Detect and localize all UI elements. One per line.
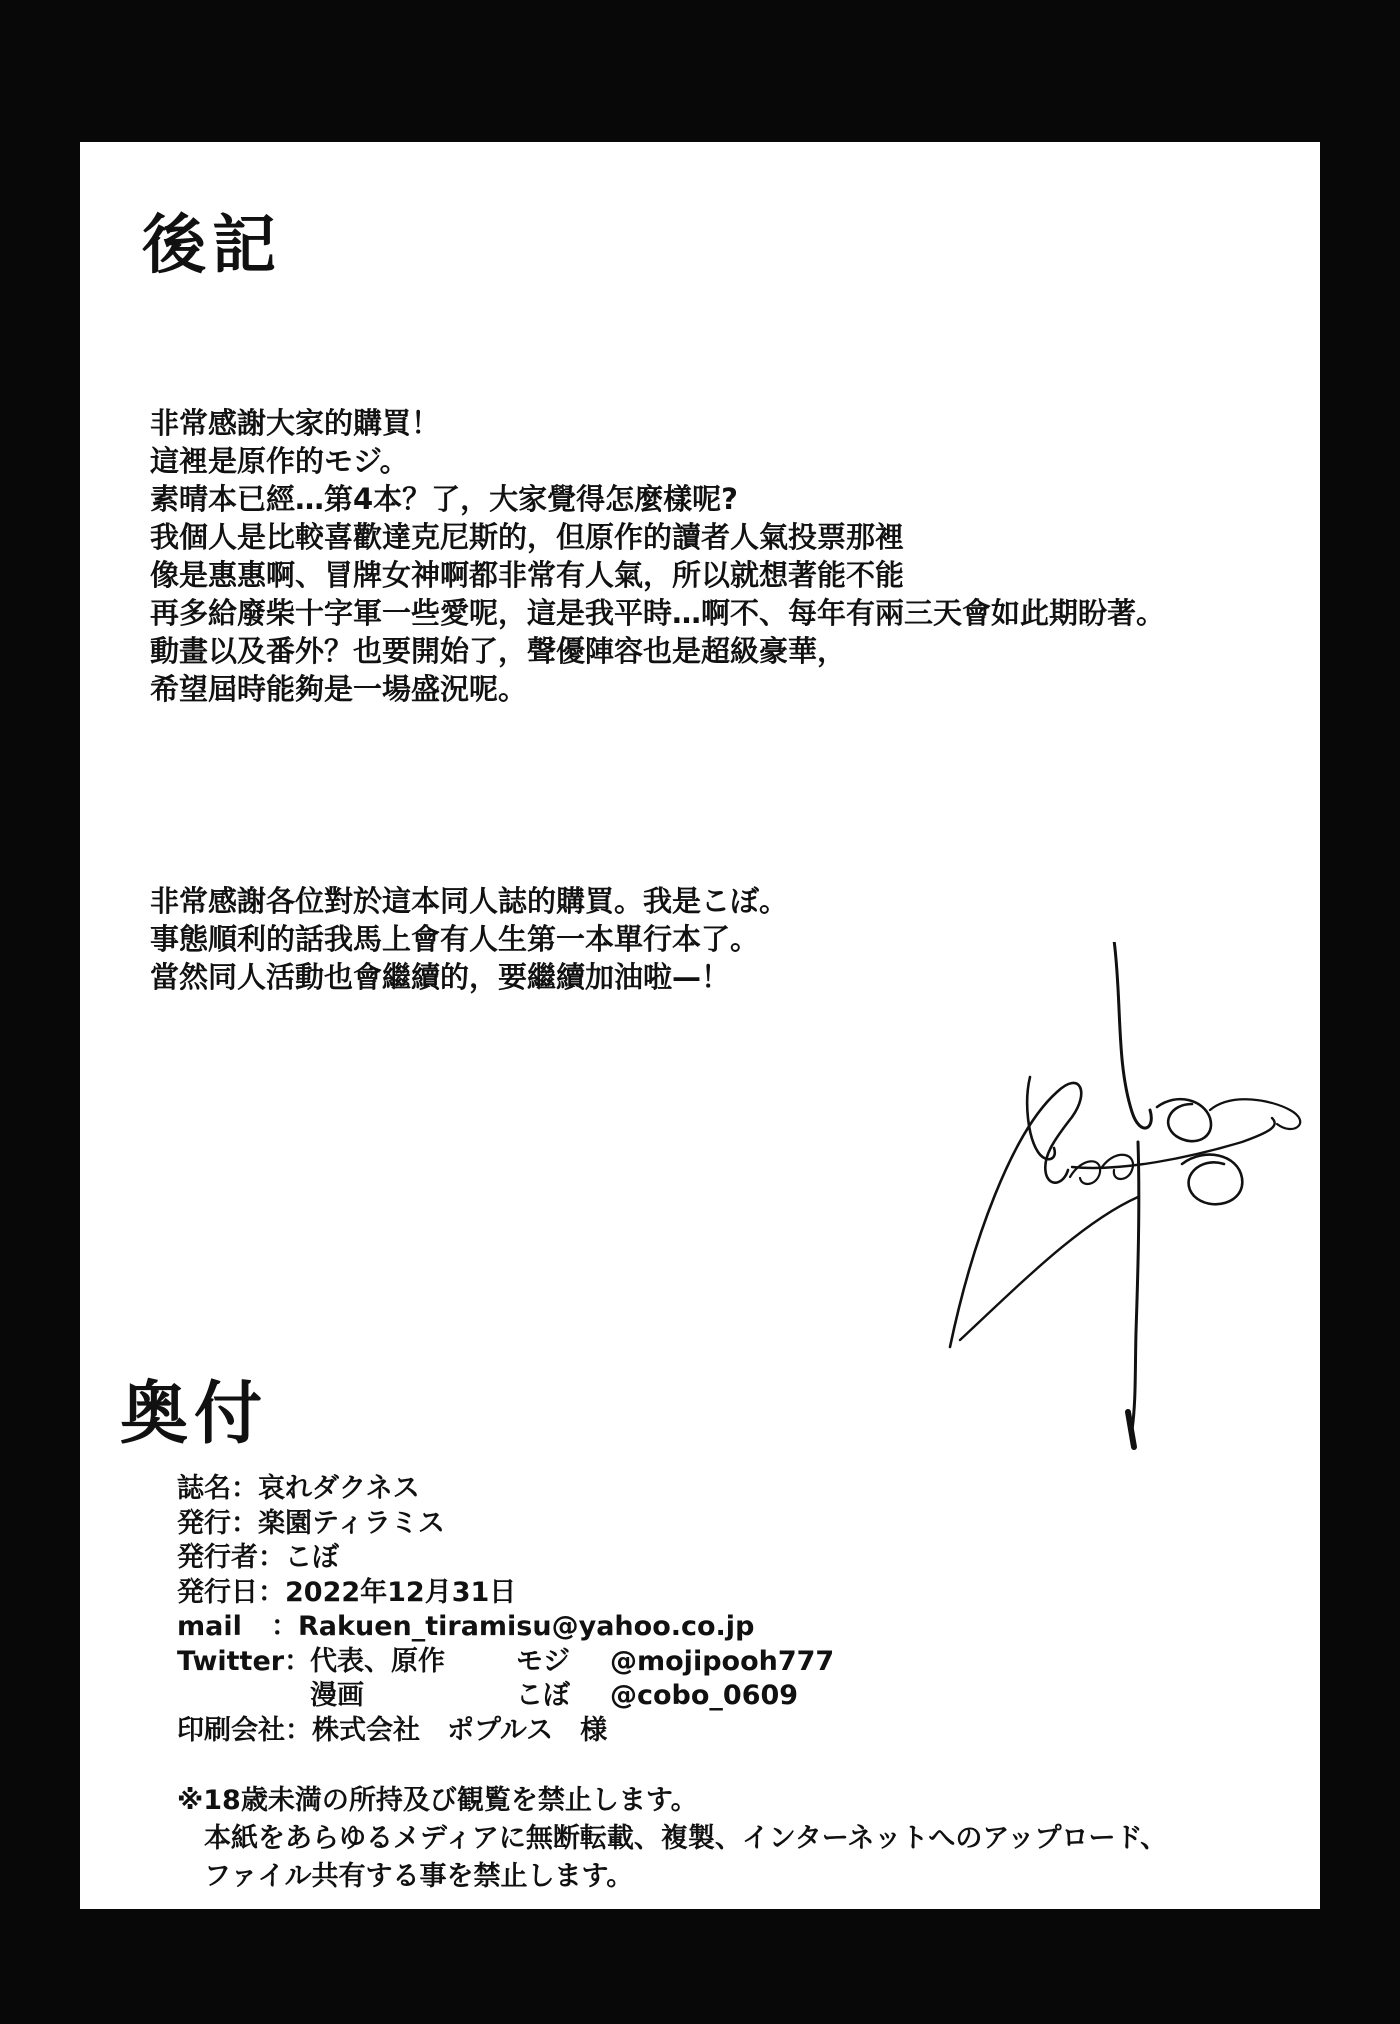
colophon-row-twitter	[177, 1679, 834, 1714]
colophon-value: 株式会社 ポプルス 様	[312, 1714, 608, 1746]
signature-stroke	[1114, 942, 1151, 1128]
signature-stroke	[1132, 1142, 1139, 1430]
colophon-details	[177, 1472, 834, 1748]
colophon-label: 誌名：	[177, 1473, 258, 1504]
paragraph-line: 素晴本已經…第4本？了，大家覺得怎麼樣呢?	[150, 482, 739, 516]
afterword-title: 後記	[142, 209, 282, 283]
colophon-label: 発行：	[177, 1507, 258, 1539]
paragraph-line: 再多給廢柴十字軍一些愛呢，這是我平時…啊不、每年有兩三天會如此期盼著。	[150, 596, 1166, 630]
signature-stroke	[1210, 1099, 1300, 1129]
colophon-row-mail	[177, 1610, 834, 1645]
afterword-paragraph-cobo	[150, 882, 788, 996]
twitter-role: 代表、原作	[310, 1645, 445, 1677]
colophon-row-twitter	[177, 1645, 834, 1680]
colophon-label: 印刷会社：	[177, 1714, 312, 1746]
colophon-value: 楽園ティラミス	[258, 1507, 445, 1539]
paragraph-line: 這裡是原作的モジ。	[150, 444, 409, 478]
contact-email: Rakuen_tiramisu@yahoo.co.jp	[298, 1611, 755, 1642]
twitter-name: こぼ	[516, 1680, 570, 1711]
signature-stroke	[1070, 1161, 1100, 1184]
paragraph-line: 我個人是比較喜歡達克尼斯的，但原作的讀者人氣投票那裡	[150, 520, 905, 554]
twitter-handle: @mojipooh777	[610, 1645, 835, 1677]
author-signature	[942, 942, 1342, 1452]
colophon-label: Twitter：	[177, 1645, 312, 1677]
colophon-label: 発行日：	[177, 1576, 285, 1608]
colophon-value: 2022年12月31日	[285, 1576, 517, 1608]
colophon-title: 奥付	[120, 1375, 269, 1454]
signature-stroke	[1157, 1099, 1211, 1141]
paragraph-line: 非常感謝各位對於這本同人誌的購買。我是こぼ。	[150, 884, 789, 918]
paragraph-line: 事態順利的話我馬上會有人生第一本單行本了。	[150, 922, 760, 956]
signature-stroke	[1182, 1155, 1242, 1205]
colophon-row-title	[177, 1472, 834, 1507]
colophon-row-printer	[177, 1714, 834, 1749]
paragraph-line: 當然同人活動也會繼續的，要繼續加油啦—！	[150, 960, 731, 994]
afterword-paragraph-moji	[150, 404, 1165, 708]
signature-stroke	[1072, 1118, 1275, 1168]
colophon-value: 哀れダクネス	[258, 1473, 420, 1504]
legal-notice	[177, 1782, 1167, 1896]
twitter-handle: @cobo_0609	[610, 1680, 799, 1711]
twitter-name: モジ	[516, 1645, 570, 1677]
colophon-separator: ：	[271, 1611, 298, 1642]
colophon-value: こぼ	[285, 1542, 339, 1573]
colophon-label: 発行者：	[177, 1542, 285, 1573]
paragraph-line: 非常感謝大家的購買！	[150, 406, 441, 440]
notice-line: ファイル共有する事を禁止します。	[204, 1861, 634, 1892]
paragraph-line: 希望屆時能夠是一場盛況呢。	[150, 672, 528, 706]
colophon-row-date	[177, 1576, 834, 1611]
colophon-row-issuer	[177, 1541, 834, 1576]
notice-line: ※18歳未満の所持及び観覧を禁止します。	[177, 1785, 698, 1816]
twitter-role: 漫画	[310, 1680, 364, 1711]
paragraph-line: 動畫以及番外？也要開始了，聲優陣容也是超級豪華，	[150, 634, 847, 668]
colophon-row-publisher	[177, 1507, 834, 1542]
signature-stroke	[950, 1083, 1081, 1347]
page-sheet	[80, 142, 1320, 1909]
colophon-label: mail	[177, 1611, 242, 1642]
notice-line: 本紙をあらゆるメディアに無断転載、複製、インターネットへのアップロード、	[204, 1823, 1168, 1854]
paragraph-line: 像是惠惠啊、冒牌女神啊都非常有人氣，所以就想著能不能	[150, 558, 905, 592]
spacer	[177, 1679, 310, 1714]
